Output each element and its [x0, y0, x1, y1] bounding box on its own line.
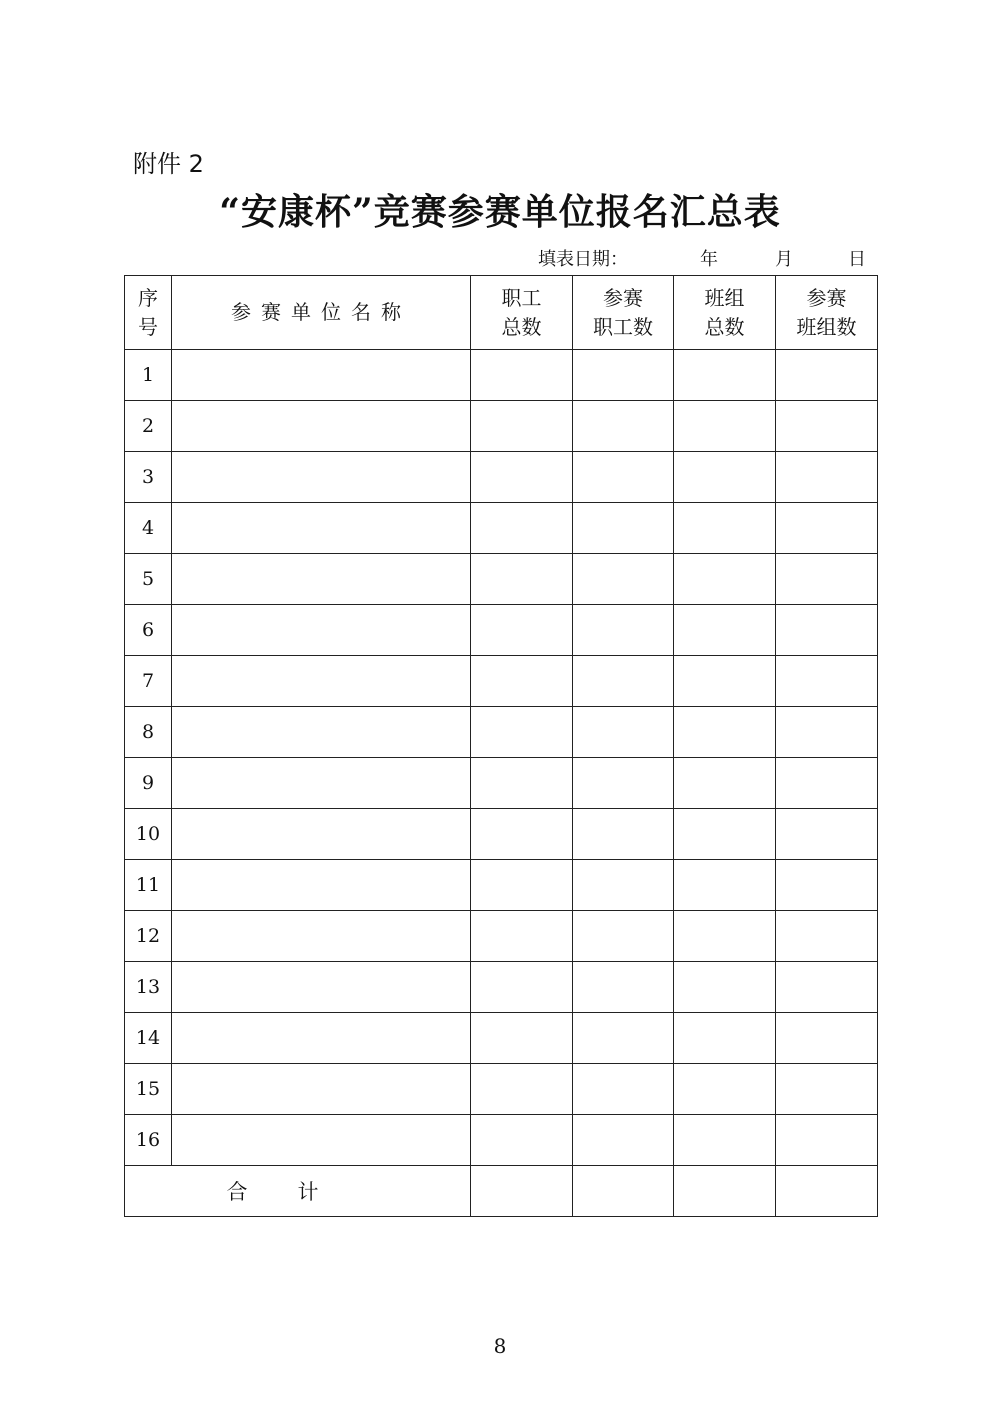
- header-staff-total-line2: 总数: [501, 314, 542, 339]
- unit-name-cell[interactable]: [172, 503, 471, 554]
- team-total-cell[interactable]: [674, 350, 776, 401]
- header-staff-total: [471, 276, 573, 350]
- unit-name-cell[interactable]: [172, 554, 471, 605]
- participating-teams-cell[interactable]: [776, 809, 878, 860]
- participating-teams-cell[interactable]: [776, 962, 878, 1013]
- unit-name-cell[interactable]: [172, 452, 471, 503]
- staff-total-cell[interactable]: [471, 962, 573, 1013]
- total-participating-teams-cell[interactable]: [776, 1166, 878, 1217]
- page-number: 8: [493, 1334, 507, 1358]
- table-body: [125, 350, 878, 1166]
- fill-date: [538, 245, 866, 271]
- row-number: 9: [125, 758, 172, 809]
- table-row: [125, 962, 878, 1013]
- participating-staff-cell[interactable]: [573, 350, 674, 401]
- team-total-cell[interactable]: [674, 860, 776, 911]
- row-number: 2: [125, 401, 172, 452]
- fill-date-month: 月: [775, 249, 793, 270]
- team-total-cell[interactable]: [674, 554, 776, 605]
- team-total-cell[interactable]: [674, 656, 776, 707]
- team-total-cell[interactable]: [674, 809, 776, 860]
- header-staff-total-line1: 职工: [501, 285, 542, 310]
- participating-teams-cell[interactable]: [776, 1064, 878, 1115]
- row-number: 4: [125, 503, 172, 554]
- participating-teams-cell[interactable]: [776, 503, 878, 554]
- header-participating-staff-line1: 参赛: [603, 285, 643, 310]
- row-number: 1: [125, 350, 172, 401]
- participating-staff-cell[interactable]: [573, 605, 674, 656]
- header-participating-staff: [573, 276, 674, 350]
- staff-total-cell[interactable]: [471, 554, 573, 605]
- unit-name-cell[interactable]: [172, 1115, 471, 1166]
- team-total-cell[interactable]: [674, 1064, 776, 1115]
- header-participating-teams-line2: 班组数: [796, 314, 857, 339]
- team-total-cell[interactable]: [674, 911, 776, 962]
- unit-name-cell[interactable]: [172, 962, 471, 1013]
- total-row: [125, 1166, 878, 1217]
- participating-staff-cell[interactable]: [573, 503, 674, 554]
- participating-staff-cell[interactable]: [573, 452, 674, 503]
- table-row: [125, 809, 878, 860]
- participating-teams-cell[interactable]: [776, 401, 878, 452]
- header-team-total-line2: 总数: [704, 314, 745, 339]
- participating-teams-cell[interactable]: [776, 554, 878, 605]
- unit-name-cell[interactable]: [172, 656, 471, 707]
- fill-date-day: 日: [848, 249, 866, 270]
- table-row: [125, 1013, 878, 1064]
- row-number: 13: [125, 962, 172, 1013]
- row-number: 11: [125, 860, 172, 911]
- staff-total-cell[interactable]: [471, 452, 573, 503]
- table-row: [125, 503, 878, 554]
- team-total-cell[interactable]: [674, 962, 776, 1013]
- header-seq-line1: 序: [138, 285, 158, 310]
- participating-staff-cell[interactable]: [573, 707, 674, 758]
- header-seq: [125, 276, 172, 350]
- header-participating-teams-line1: 参赛: [806, 285, 847, 310]
- team-total-cell[interactable]: [674, 758, 776, 809]
- participating-staff-cell[interactable]: [573, 962, 674, 1013]
- staff-total-cell[interactable]: [471, 503, 573, 554]
- participating-teams-cell[interactable]: [776, 656, 878, 707]
- staff-total-cell[interactable]: [471, 860, 573, 911]
- header-team-total: [674, 276, 776, 350]
- row-number: 3: [125, 452, 172, 503]
- participating-teams-cell[interactable]: [776, 605, 878, 656]
- attachment-label: 附件 2: [133, 150, 204, 178]
- table-row: [125, 452, 878, 503]
- total-participating-staff-cell[interactable]: [573, 1166, 674, 1217]
- participating-staff-cell[interactable]: [573, 1064, 674, 1115]
- participating-staff-cell[interactable]: [573, 401, 674, 452]
- table-row: [125, 401, 878, 452]
- participating-staff-cell[interactable]: [573, 1013, 674, 1064]
- participating-teams-cell[interactable]: [776, 911, 878, 962]
- participating-teams-cell[interactable]: [776, 707, 878, 758]
- table-row: [125, 350, 878, 401]
- participating-teams-cell[interactable]: [776, 350, 878, 401]
- row-number: 12: [125, 911, 172, 962]
- staff-total-cell[interactable]: [471, 656, 573, 707]
- participating-teams-cell[interactable]: [776, 1115, 878, 1166]
- header-participating-staff-line2: 职工数: [593, 314, 653, 339]
- staff-total-cell[interactable]: [471, 350, 573, 401]
- header-team-total-line1: 班组: [704, 285, 745, 310]
- participating-staff-cell[interactable]: [573, 860, 674, 911]
- participating-teams-cell[interactable]: [776, 1013, 878, 1064]
- row-number: 6: [125, 605, 172, 656]
- total-team-cell[interactable]: [674, 1166, 776, 1217]
- header-seq-line2: 号: [138, 314, 158, 339]
- team-total-cell[interactable]: [674, 707, 776, 758]
- staff-total-cell[interactable]: [471, 401, 573, 452]
- staff-total-cell[interactable]: [471, 1013, 573, 1064]
- table-row: [125, 605, 878, 656]
- row-number: 16: [125, 1115, 172, 1166]
- row-number: 14: [125, 1013, 172, 1064]
- fill-date-year: 年: [700, 249, 718, 270]
- staff-total-cell[interactable]: [471, 605, 573, 656]
- unit-name-cell[interactable]: [172, 758, 471, 809]
- unit-name-cell[interactable]: [172, 605, 471, 656]
- participating-staff-cell[interactable]: [573, 911, 674, 962]
- table-row: [125, 707, 878, 758]
- team-total-cell[interactable]: [674, 605, 776, 656]
- participating-teams-cell[interactable]: [776, 758, 878, 809]
- unit-name-cell[interactable]: [172, 401, 471, 452]
- table-row: [125, 1115, 878, 1166]
- row-number: 5: [125, 554, 172, 605]
- table-row: [125, 656, 878, 707]
- table-row: [125, 1064, 878, 1115]
- table-row: [125, 911, 878, 962]
- unit-name-cell[interactable]: [172, 1013, 471, 1064]
- participating-staff-cell[interactable]: [573, 1115, 674, 1166]
- participating-staff-cell[interactable]: [573, 809, 674, 860]
- unit-name-cell[interactable]: [172, 911, 471, 962]
- staff-total-cell[interactable]: [471, 911, 573, 962]
- team-total-cell[interactable]: [674, 401, 776, 452]
- row-number: 8: [125, 707, 172, 758]
- table-row: [125, 860, 878, 911]
- staff-total-cell[interactable]: [471, 758, 573, 809]
- header-participating-teams: [776, 276, 878, 350]
- participating-staff-cell[interactable]: [573, 554, 674, 605]
- total-staff-cell[interactable]: [471, 1166, 573, 1217]
- fill-date-label: 填表日期：: [538, 249, 628, 270]
- staff-total-cell[interactable]: [471, 1064, 573, 1115]
- participating-teams-cell[interactable]: [776, 452, 878, 503]
- team-total-cell[interactable]: [674, 503, 776, 554]
- row-number: 10: [125, 809, 172, 860]
- row-number: 7: [125, 656, 172, 707]
- team-total-cell[interactable]: [674, 1115, 776, 1166]
- unit-name-cell[interactable]: [172, 350, 471, 401]
- staff-total-cell[interactable]: [471, 809, 573, 860]
- header-unit-name: 参赛单位名称: [172, 276, 471, 350]
- table-row: [125, 554, 878, 605]
- document-title: “安康杯”竞赛参赛单位报名汇总表: [219, 191, 781, 233]
- participating-teams-cell[interactable]: [776, 860, 878, 911]
- staff-total-cell[interactable]: [471, 1115, 573, 1166]
- unit-name-cell[interactable]: [172, 809, 471, 860]
- staff-total-cell[interactable]: [471, 707, 573, 758]
- unit-name-cell[interactable]: [172, 860, 471, 911]
- unit-name-cell[interactable]: [172, 1064, 471, 1115]
- unit-name-cell[interactable]: [172, 707, 471, 758]
- team-total-cell[interactable]: [674, 452, 776, 503]
- registration-summary-table: [124, 275, 878, 1217]
- participating-staff-cell[interactable]: [573, 758, 674, 809]
- header-row: [125, 276, 878, 350]
- participating-staff-cell[interactable]: [573, 656, 674, 707]
- team-total-cell[interactable]: [674, 1013, 776, 1064]
- total-label: 合计: [125, 1166, 471, 1217]
- table-row: [125, 758, 878, 809]
- row-number: 15: [125, 1064, 172, 1115]
